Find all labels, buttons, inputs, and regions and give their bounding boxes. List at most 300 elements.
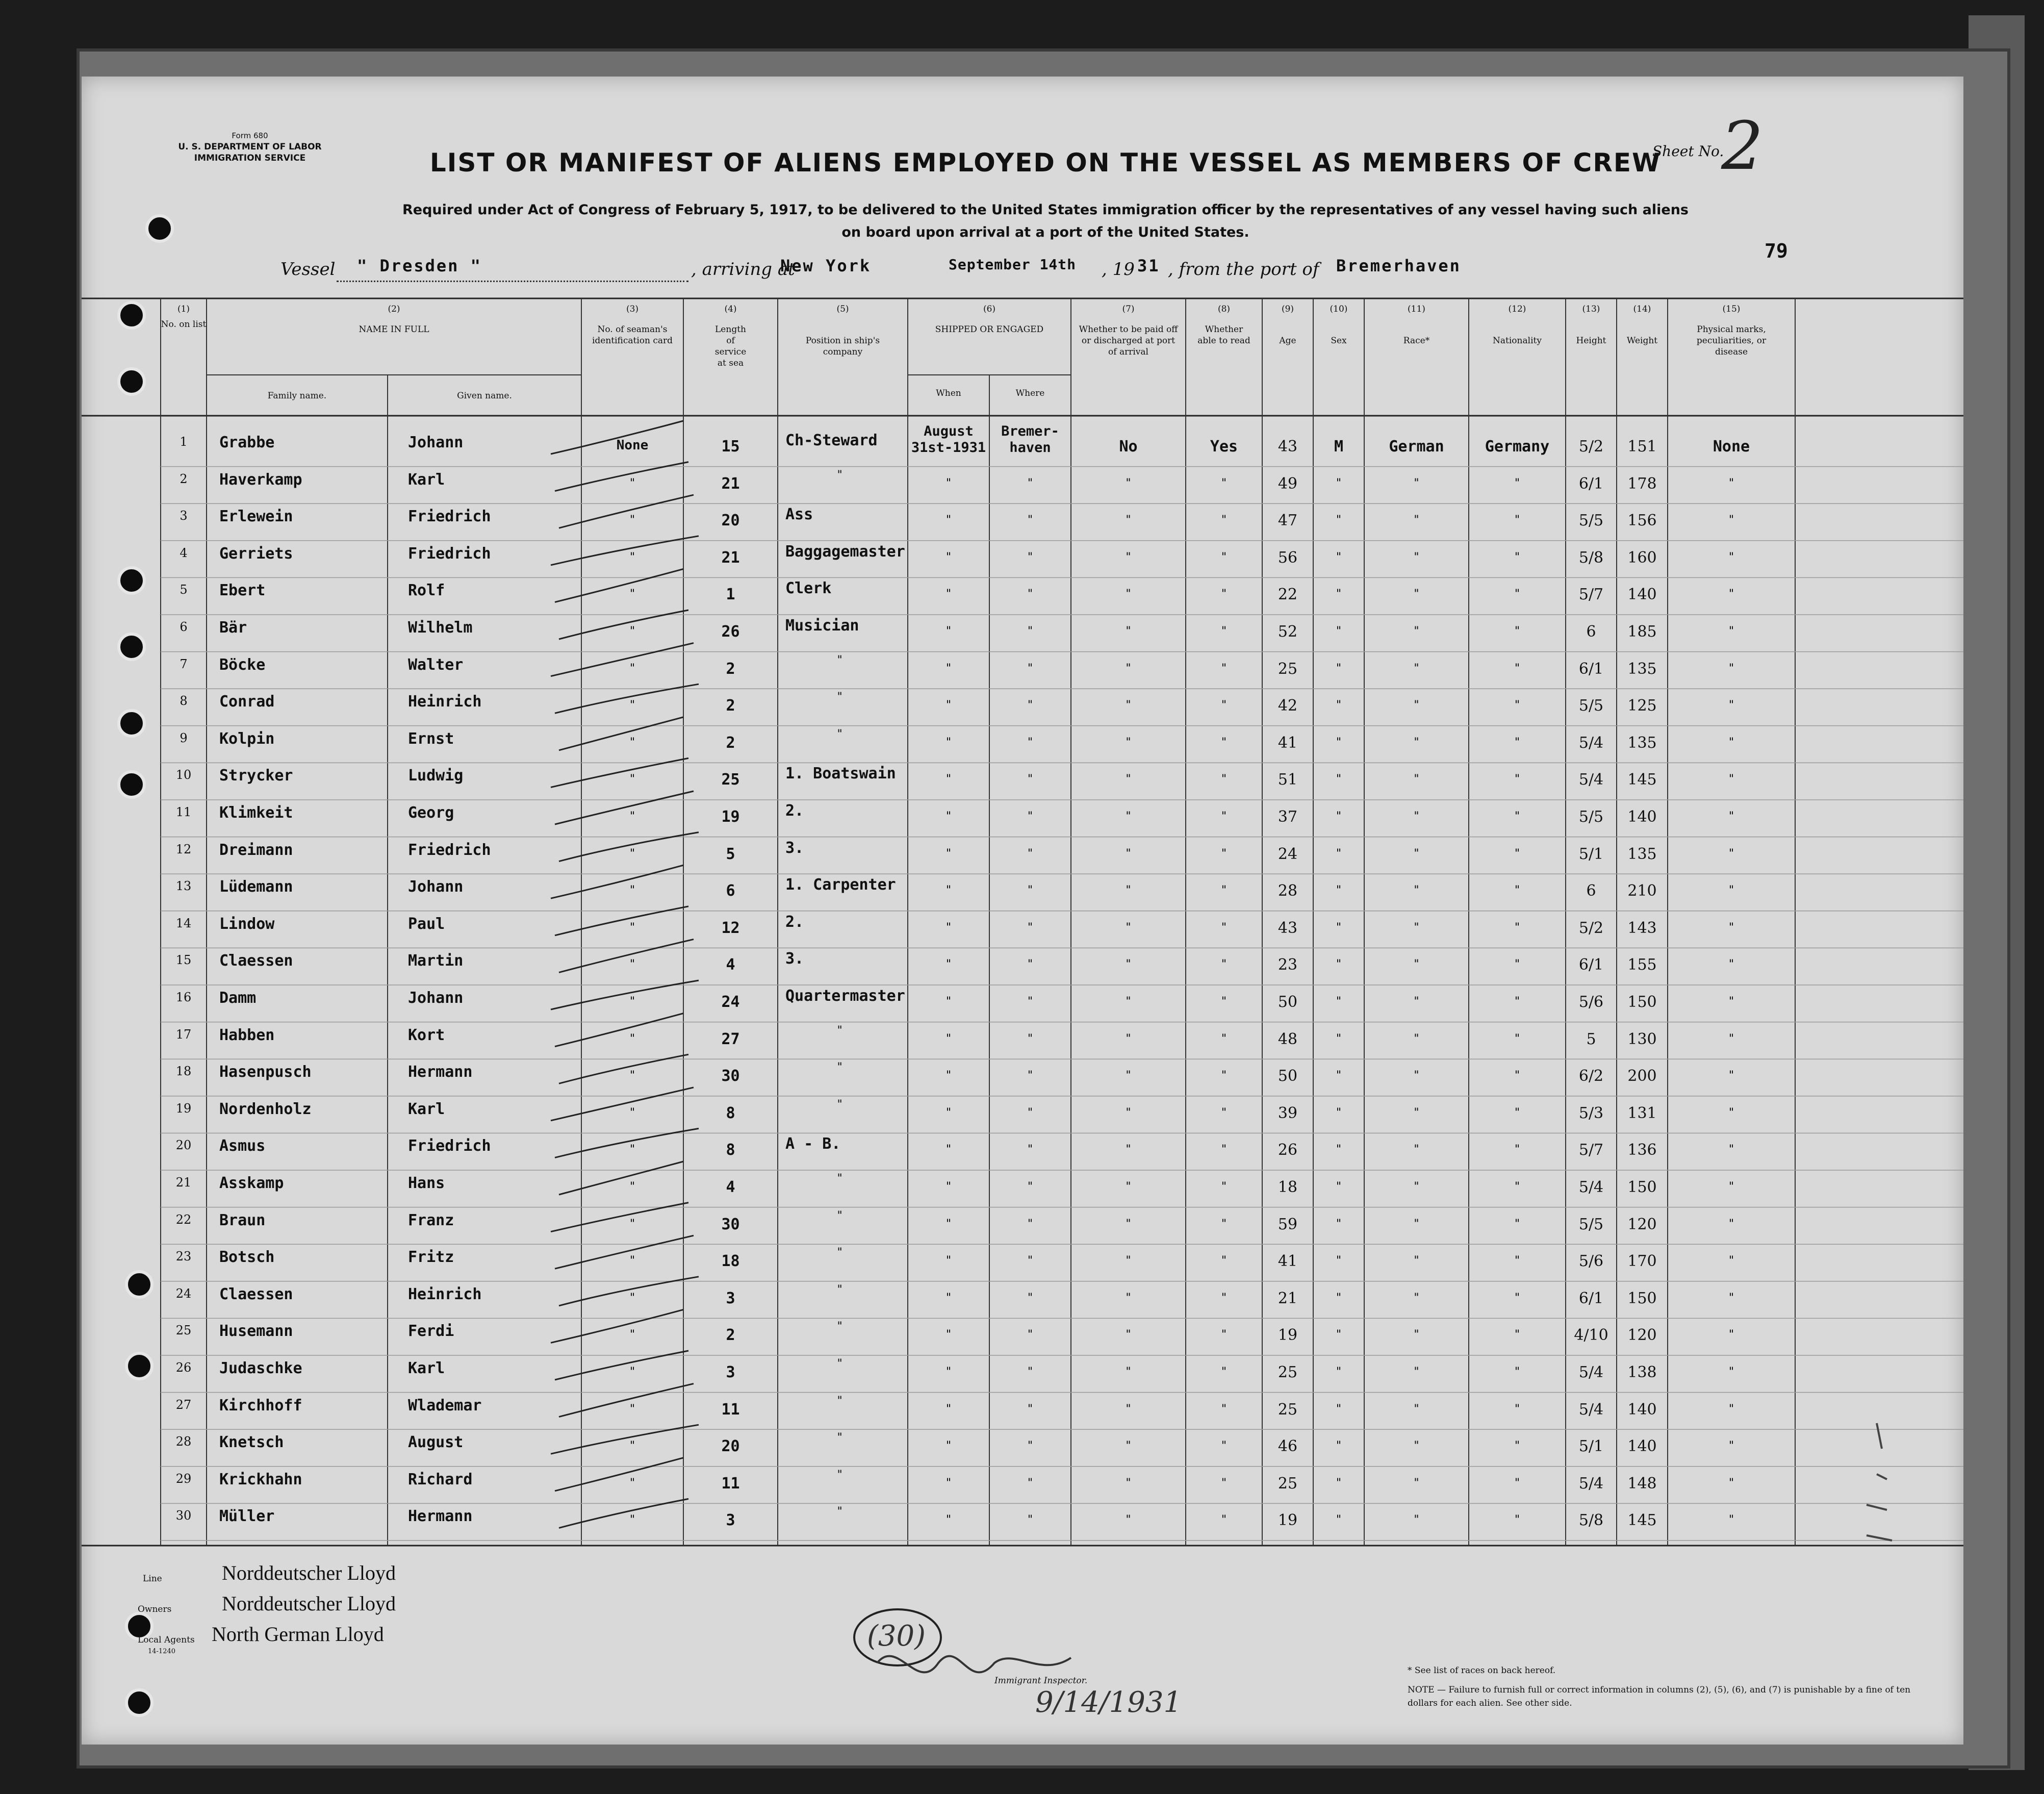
marks-ditto: " [1728, 588, 1735, 601]
sex-ditto: " [1335, 1328, 1342, 1342]
given-name: Johann [408, 434, 464, 451]
vessel-label: Vessel [280, 259, 336, 280]
col-14-header [1617, 304, 1668, 346]
paid-ditto: " [1125, 847, 1132, 860]
service-length: 3 [726, 1289, 735, 1307]
stamp-number: 79 [1765, 240, 1788, 262]
form-code: 14-1240 [148, 1648, 176, 1655]
col-7-label: Whether to be paid off or discharged at port of arrival [1079, 324, 1178, 357]
when-ditto: " [945, 1291, 952, 1304]
when-ditto: " [945, 1217, 952, 1230]
nationality-ditto: " [1514, 773, 1521, 786]
height: 5/4 [1578, 1474, 1604, 1493]
nationality-ditto: " [1514, 995, 1521, 1008]
given-name: Wlademar [408, 1396, 482, 1414]
weight: 135 [1627, 845, 1657, 863]
nationality-ditto: " [1514, 1366, 1521, 1378]
col-4-label: Length of service at sea [714, 324, 747, 368]
position: 2. [785, 802, 804, 820]
family-name: Dreimann [219, 841, 293, 859]
paid-ditto: " [1125, 699, 1132, 712]
service-length: 30 [721, 1067, 740, 1085]
nationality-ditto: " [1514, 847, 1521, 860]
paid-ditto: " [1125, 1513, 1132, 1527]
position: " [836, 1468, 844, 1481]
arriving-label: , arriving at [691, 259, 795, 280]
position: 1. Boatswain [785, 765, 896, 783]
age: 19 [1278, 1326, 1298, 1345]
race: German [1389, 438, 1444, 456]
race-ditto: " [1413, 773, 1420, 786]
card-ditto: " [629, 662, 636, 675]
col-11-header [1364, 304, 1469, 346]
nationality-ditto: " [1514, 625, 1521, 638]
given-name: Ernst [408, 729, 454, 748]
penalty-note: NOTE — Failure to furnish full or correct information in columns (2), (5), (6), and (7) is punishable by a fine of ten dollars for each alien. See other side. [1408, 1685, 1911, 1708]
age: 24 [1278, 845, 1298, 863]
col-1-number: (1) [177, 304, 190, 314]
age: 43 [1278, 919, 1298, 937]
card-ditto: " [629, 625, 636, 638]
sex-ditto: " [1335, 514, 1342, 527]
where-ditto: " [1027, 625, 1034, 638]
where-ditto: " [1027, 884, 1034, 897]
service-length: 11 [721, 1400, 740, 1419]
sex-ditto: " [1335, 884, 1342, 897]
given-name: Ferdi [408, 1322, 454, 1341]
col-2-family-header: Family name. [267, 391, 327, 401]
read-ditto: " [1220, 1328, 1228, 1342]
form-number: Form 680 [232, 131, 268, 140]
weight: 131 [1627, 1104, 1657, 1122]
row-number: 9 [180, 730, 188, 745]
paid-ditto: " [1125, 1366, 1132, 1378]
family-name: Lüdemann [219, 878, 293, 896]
row-number: 7 [180, 656, 188, 671]
sex: M [1334, 438, 1344, 456]
when-ditto: " [945, 1402, 952, 1416]
read-ditto: " [1220, 1143, 1228, 1156]
where-ditto: " [1027, 1254, 1034, 1268]
read-ditto: " [1220, 1106, 1228, 1119]
sex-ditto: " [1335, 662, 1342, 675]
row-number: 5 [180, 583, 188, 597]
sex-ditto: " [1335, 625, 1342, 638]
card-ditto: " [629, 958, 636, 971]
family-name: Husemann [219, 1322, 293, 1341]
card-ditto: " [629, 810, 636, 823]
weight: 140 [1627, 1400, 1657, 1419]
when-ditto: " [945, 958, 952, 971]
position: " [836, 1505, 844, 1519]
when-ditto: " [945, 1106, 952, 1119]
nationality-ditto: " [1514, 1402, 1521, 1416]
family-name: Klimkeit [219, 804, 293, 822]
read-ditto: " [1220, 995, 1228, 1008]
marks-ditto: " [1728, 1069, 1735, 1082]
agents-label: Local Agents [138, 1635, 195, 1645]
manifest-sheet [82, 77, 1963, 1745]
race-ditto: " [1413, 1069, 1420, 1082]
card-ditto: " [629, 1106, 636, 1119]
card-ditto: " [629, 884, 636, 897]
family-name: Hasenpusch [219, 1063, 312, 1081]
given-name: Georg [408, 804, 454, 822]
col-15-header [1668, 304, 1795, 358]
race-ditto: " [1413, 476, 1420, 490]
position: " [836, 1061, 844, 1074]
given-name: Franz [408, 1211, 454, 1229]
col-6-where-header: Where [1015, 388, 1045, 398]
when-ditto: " [945, 1366, 952, 1378]
service-length: 20 [721, 1437, 740, 1456]
height: 6 [1586, 623, 1596, 641]
sex-ditto: " [1335, 1254, 1342, 1268]
race-ditto: " [1413, 1180, 1420, 1193]
sex-ditto: " [1335, 1180, 1342, 1193]
family-name: Erlewein [219, 508, 293, 526]
family-name: Kolpin [219, 729, 275, 748]
arrival-port: New York [780, 256, 872, 275]
height: 5/5 [1578, 1215, 1604, 1233]
race-ditto: " [1413, 1476, 1420, 1489]
card-ditto: " [629, 1217, 636, 1230]
position: Ch-Steward [785, 432, 878, 449]
position: " [836, 1024, 844, 1037]
family-name: Habben [219, 1026, 275, 1044]
crew-count: (30) [867, 1620, 926, 1653]
col-13-label: Height [1576, 336, 1606, 346]
service-length: 25 [721, 771, 740, 789]
height: 5/4 [1578, 771, 1604, 789]
paid-ditto: " [1125, 1143, 1132, 1156]
service-length: 30 [721, 1215, 740, 1233]
row-number: 17 [175, 1027, 192, 1042]
col-13-number: (13) [1582, 304, 1600, 314]
row-number: 23 [175, 1249, 192, 1264]
when-ditto: " [945, 773, 952, 786]
marks-ditto: " [1728, 1180, 1735, 1193]
race-ditto: " [1413, 995, 1420, 1008]
family-name: Asmus [219, 1137, 266, 1155]
given-name: Kort [408, 1026, 445, 1044]
service-length: 21 [721, 548, 740, 567]
read-ditto: " [1220, 1476, 1228, 1489]
read-ditto: " [1220, 810, 1228, 823]
col-1-header [161, 304, 207, 330]
marks-ditto: " [1728, 884, 1735, 897]
read-ditto: " [1220, 625, 1228, 638]
when-ditto: " [945, 884, 952, 897]
arrival-date: September 14th [949, 256, 1077, 273]
height: 5/7 [1578, 586, 1604, 604]
given-name: Friedrich [408, 508, 491, 526]
nationality-ditto: " [1514, 550, 1521, 564]
where-ditto: " [1027, 662, 1034, 675]
where-ditto: " [1027, 1217, 1034, 1230]
service-length: 26 [721, 623, 740, 641]
when-ditto: " [945, 1328, 952, 1342]
family-name: Braun [219, 1211, 266, 1229]
age: 37 [1278, 808, 1298, 826]
nationality-ditto: " [1514, 1513, 1521, 1527]
marks-ditto: " [1728, 810, 1735, 823]
weight: 150 [1627, 1178, 1657, 1196]
sex-ditto: " [1335, 588, 1342, 601]
col-11-number: (11) [1408, 304, 1425, 314]
where-ditto: " [1027, 1069, 1034, 1082]
nationality-ditto: " [1514, 662, 1521, 675]
when-ditto: " [945, 1032, 952, 1045]
read-ditto: " [1220, 773, 1228, 786]
nationality-ditto: " [1514, 958, 1521, 971]
where-ditto: " [1027, 1439, 1034, 1453]
card-ditto: " [629, 1513, 636, 1527]
service-length: 2 [726, 697, 735, 715]
row-number: 24 [175, 1286, 192, 1301]
height: 5/6 [1578, 993, 1604, 1011]
read-ditto: " [1220, 1439, 1228, 1453]
col-6-header [908, 304, 1071, 335]
card-ditto: " [629, 514, 636, 527]
marks-ditto: " [1728, 1476, 1735, 1489]
read-ditto: " [1220, 514, 1228, 527]
position: " [836, 653, 844, 667]
race-ditto: " [1413, 699, 1420, 712]
service-length: 8 [726, 1141, 735, 1159]
paid-ditto: " [1125, 1069, 1132, 1082]
where-ditto: " [1027, 1402, 1034, 1416]
marks-ditto: " [1728, 699, 1735, 712]
weight: 210 [1627, 882, 1657, 900]
marks-ditto: " [1728, 1328, 1735, 1342]
weight: 138 [1627, 1363, 1657, 1381]
row-number: 3 [180, 509, 188, 523]
given-name: Wilhelm [408, 619, 473, 637]
when-ditto: " [945, 1143, 952, 1156]
height: 5/6 [1578, 1252, 1604, 1271]
sex-ditto: " [1335, 1366, 1342, 1378]
where-ditto: " [1027, 1366, 1034, 1378]
weight: 143 [1627, 919, 1657, 937]
service-length: 8 [726, 1104, 735, 1122]
family-name: Böcke [219, 655, 266, 674]
age: 41 [1278, 734, 1298, 752]
marks-ditto: " [1728, 1439, 1735, 1453]
family-name: Ebert [219, 582, 266, 600]
marks-ditto: " [1728, 1143, 1735, 1156]
weight: 120 [1627, 1215, 1657, 1233]
card-ditto: " [629, 1328, 636, 1342]
family-name: Gerriets [219, 544, 293, 563]
nationality-ditto: " [1514, 1291, 1521, 1304]
weight: 145 [1627, 771, 1657, 789]
card-ditto: " [629, 995, 636, 1008]
read-ditto: " [1220, 1254, 1228, 1268]
sex-ditto: " [1335, 1069, 1342, 1082]
when-ditto: " [945, 699, 952, 712]
height: 5/1 [1578, 1437, 1604, 1456]
nationality-ditto: " [1514, 736, 1521, 749]
when-ditto: " [945, 736, 952, 749]
weight: 160 [1627, 548, 1657, 567]
read-ditto: " [1220, 476, 1228, 490]
family-name: Claessen [219, 1285, 293, 1303]
family-name: Botsch [219, 1248, 275, 1267]
height: 5/2 [1578, 438, 1604, 456]
sex-ditto: " [1335, 958, 1342, 971]
nationality: Germany [1485, 438, 1550, 456]
race-ditto: " [1413, 1328, 1420, 1342]
where-ditto: " [1027, 514, 1034, 527]
nationality-ditto: " [1514, 1439, 1521, 1453]
card-ditto: " [629, 588, 636, 601]
col-12-number: (12) [1508, 304, 1526, 314]
nationality-ditto: " [1514, 1106, 1521, 1119]
read-ditto: " [1220, 699, 1228, 712]
card-ditto: " [629, 1069, 636, 1082]
row-number: 21 [175, 1175, 192, 1190]
col-10-number: (10) [1330, 304, 1348, 314]
col-3-number: (3) [626, 304, 639, 314]
sex-ditto: " [1335, 1513, 1342, 1527]
age: 25 [1278, 1474, 1298, 1493]
row-number: 1 [180, 435, 188, 449]
service-length: 18 [721, 1252, 740, 1271]
sex-ditto: " [1335, 476, 1342, 490]
height: 6/1 [1578, 474, 1604, 493]
position: A - B. [785, 1135, 841, 1153]
height: 5/5 [1578, 697, 1604, 715]
col-9-number: (9) [1281, 304, 1294, 314]
height: 5/4 [1578, 1178, 1604, 1196]
card-ditto: " [629, 1402, 636, 1416]
when-ditto: " [945, 1439, 952, 1453]
given-name: Friedrich [408, 1137, 491, 1155]
age: 42 [1278, 697, 1298, 715]
sheet-label: Sheet No. [1652, 143, 1724, 160]
given-name: Richard [408, 1470, 473, 1488]
age: 23 [1278, 956, 1298, 974]
weight: 151 [1627, 438, 1657, 456]
read-ditto: " [1220, 921, 1228, 934]
family-name: Müller [219, 1507, 275, 1526]
weight: 148 [1627, 1474, 1657, 1493]
given-name: Hermann [408, 1063, 473, 1081]
position: " [836, 1209, 844, 1222]
when-ditto: " [945, 1254, 952, 1268]
when-ditto: " [945, 921, 952, 934]
weight: 136 [1627, 1141, 1657, 1159]
service-length: 12 [721, 919, 740, 937]
given-name: Karl [408, 470, 445, 489]
position: " [836, 1320, 844, 1333]
given-name: Paul [408, 915, 445, 933]
owners-label: Owners [138, 1604, 172, 1614]
given-name: Karl [408, 1359, 445, 1377]
height: 5/1 [1578, 845, 1604, 863]
card-ditto: " [629, 1254, 636, 1268]
sex-ditto: " [1335, 773, 1342, 786]
weight: 150 [1627, 993, 1657, 1011]
position: " [836, 1431, 844, 1445]
service-length: 21 [721, 474, 740, 493]
nationality-ditto: " [1514, 810, 1521, 823]
departure-port: Bremerhaven [1336, 256, 1461, 275]
read-ditto: " [1220, 884, 1228, 897]
race-ditto: " [1413, 1366, 1420, 1378]
weight: 135 [1627, 734, 1657, 752]
where-ditto: " [1027, 1106, 1034, 1119]
marks-ditto: " [1728, 1106, 1735, 1119]
col-14-label: Weight [1626, 336, 1658, 346]
height: 5/8 [1578, 1511, 1604, 1530]
paid-ditto: " [1125, 1402, 1132, 1416]
where-ditto: " [1027, 847, 1034, 860]
col-12-label: Nationality [1493, 336, 1542, 346]
family-name: Grabbe [219, 434, 275, 451]
paid-ditto: " [1125, 884, 1132, 897]
paid-ditto: " [1125, 476, 1132, 490]
height: 5 [1586, 1030, 1596, 1048]
paid-ditto: " [1125, 1476, 1132, 1489]
marks-ditto: " [1728, 773, 1735, 786]
where-ditto: " [1027, 550, 1034, 564]
paid-ditto: " [1125, 1180, 1132, 1193]
when-ditto: " [945, 1069, 952, 1082]
service-length: 2 [726, 660, 735, 678]
read-ditto: " [1220, 662, 1228, 675]
family-name: Claessen [219, 952, 293, 970]
row-number: 29 [175, 1471, 192, 1486]
nationality-ditto: " [1514, 1217, 1521, 1230]
read-ditto: " [1220, 847, 1228, 860]
service-length: 15 [721, 438, 740, 456]
col-10-header [1313, 304, 1364, 346]
sex-ditto: " [1335, 1217, 1342, 1230]
weight: 125 [1627, 697, 1657, 715]
service-length: 1 [726, 586, 735, 604]
race-ditto: " [1413, 1513, 1420, 1527]
col-3-label: No. of seaman's identification card [592, 324, 673, 346]
row-number: 25 [175, 1323, 192, 1338]
service-length: 19 [721, 808, 740, 826]
marks-ditto: " [1728, 550, 1735, 564]
service-length: 6 [726, 882, 735, 900]
row-number: 27 [175, 1397, 192, 1412]
family-name: Knetsch [219, 1433, 284, 1452]
where-ditto: " [1027, 958, 1034, 971]
given-name: Walter [408, 655, 464, 674]
height: 5/5 [1578, 808, 1604, 826]
col-15-label: Physical marks, peculiarities, or disease [1696, 324, 1767, 357]
age: 19 [1278, 1511, 1298, 1530]
marks-ditto: " [1728, 1254, 1735, 1268]
col-15-number: (15) [1722, 304, 1741, 314]
height: 5/8 [1578, 548, 1604, 567]
col-2-number: (2) [388, 304, 400, 314]
inspector-date: 9/14/1931 [1035, 1686, 1182, 1719]
race-ditto: " [1413, 1402, 1420, 1416]
col-2-header [207, 304, 581, 335]
paid-ditto: " [1125, 810, 1132, 823]
where-ditto: " [1027, 773, 1034, 786]
read-ditto: " [1220, 1069, 1228, 1082]
age: 51 [1278, 771, 1298, 789]
height: 6/1 [1578, 1289, 1604, 1307]
service-length: 24 [721, 993, 740, 1011]
position: 2. [785, 913, 804, 931]
